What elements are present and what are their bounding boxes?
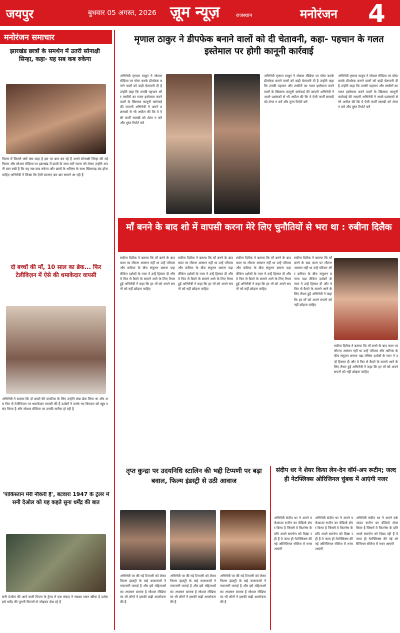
story1-headline: झारखंड छात्रों के समर्थन में उतरी सोनाक्षी सिन्हा, कहा- यह सब कब रुकेगा bbox=[10, 48, 100, 63]
story3-photo bbox=[6, 534, 106, 592]
bottom-center-body-col2: अभिनेत्री पर की गई टिप्पणी को लेकर फिल्म इंडस्ट्री के कई कलाकारों ने नाराजगी जताई है और इसे महिलाओं का अपमान बताया है सोशल मीडिया पर भी लोगों ने इसकी कड़ी आलोचना की है bbox=[170, 574, 216, 605]
feature-body-col5: रुबीना दिलैक ने बताया कि माँ बनने के बाद काम पर लौटना आसान नहीं था उन्हें परिवार और करियर के बीच संतुलन बनाना पड़ा लेकिन दर्शकों के प्यार ने उन्हें हिम्मत दी और वे फिर से कैमरे के सामने आने के लिए तैयार हुईं अभिनेत्री ने कहा कि हर माँ को अपने सपनों को नहीं छोड़ना चाहिए bbox=[334, 344, 398, 375]
story3-body: सनी देओल की आने वाली फिल्म के ट्रेलर में एक संवाद ने सबका ध्यान खींचा है दर्शक इसे धर्मेंद्र की पुरानी फिल्मों से जोड़कर देख रहे हैं bbox=[2, 595, 108, 605]
left-section-bar: मनोरंजन समाचार bbox=[0, 30, 112, 44]
main-photo-1 bbox=[166, 74, 212, 214]
bottom-center-photo-1 bbox=[120, 510, 166, 570]
feature-photo bbox=[334, 258, 398, 340]
bottom-divider bbox=[270, 466, 271, 630]
masthead-date: बुधवार 05 अगस्त, 2026 bbox=[88, 9, 157, 17]
story1-photo bbox=[6, 84, 106, 154]
bottom-right-headline: संदीप धर ने शेयर किया लेन-देन वॉर्म-अप रूटीन; जल्द ही नेटफ्लिक्स ओरिजिनल चुंबक में आएंगी नजर bbox=[275, 467, 397, 483]
feature-body-col4: रुबीना दिलैक ने बताया कि माँ बनने के बाद काम पर लौटना आसान नहीं था उन्हें परिवार और करियर के बीच संतुलन बनाना पड़ा लेकिन दर्शकों के प्यार ने उन्हें हिम्मत दी और वे फिर से कैमरे के सामने आने के लिए तैयार हुईं अभिनेत्री ने कहा कि हर माँ को अपने सपनों को नहीं छोड़ना चाहिए bbox=[294, 256, 332, 307]
bottom-center-body-col1: अभिनेत्री पर की गई टिप्पणी को लेकर फिल्म इंडस्ट्री के कई कलाकारों ने नाराजगी जताई है और इसे महिलाओं का अपमान बताया है सोशल मीडिया पर भी लोगों ने इसकी कड़ी आलोचना की है bbox=[120, 574, 166, 605]
story2-photo bbox=[6, 306, 106, 394]
newspaper-logo-subtitle: राजस्थान bbox=[236, 13, 253, 19]
section-title: मनोरंजन bbox=[300, 7, 338, 21]
masthead-city: जयपुर bbox=[6, 7, 34, 21]
bottom-right-body-col2: अभिनेत्री संदीप धर ने अपने वर्कआउट रूटीन का वीडियो शेयर किया है जिसमें वे फिटनेस के प्रति अपने समर्पण को दिखा रही हैं वे जल्द ही नेटफ्लिक्स की नई ओरिजिनल सीरीज में नजर आएंगी bbox=[315, 516, 353, 552]
bottom-right-body-col3: अभिनेत्री संदीप धर ने अपने वर्कआउट रूटीन का वीडियो शेयर किया है जिसमें वे फिटनेस के प्रति अपने समर्पण को दिखा रही हैं वे जल्द ही नेटफ्लिक्स की नई ओरिजिनल सीरीज में नजर आएंगी bbox=[356, 516, 398, 547]
main-headline: मृणाल ठाकुर ने डीपफेक बनाने वालों को दी चेतावनी, कहा- पहचान के गलत इस्तेमाल पर होगी कानूनी कार्रवाई bbox=[134, 35, 384, 57]
main-body-col1: अभिनेत्री मृणाल ठाकुर ने सोशल मीडिया पर पोस्ट करके डीपफेक बनाने वालों को कड़ी चेतावनी दी है उन्होंने कहा कि उनकी पहचान और तस्वीरों का गलत इस्तेमाल करने वालों के खिलाफ कानूनी कार्रवाई की जाएगी अभिनेत्री ने अपने प्रशंसकों से भी अपील की कि वे ऐसी फर्जी सामग्री को शेयर न करें और तुरंत रिपोर्ट करें bbox=[120, 74, 162, 125]
story2-body: अभिनेत्री ने बताया कि दो बच्चों की परवरिश के लिए उन्होंने लंबा ब्रेक लिया था और अब फिर से टेलीविज़न पर धमाकेदार वापसी की है दर्शकों ने उनके नए किरदार को खूब पसंद किया है और सोशल मीडिया पर उनकी तारीफ हो रही है bbox=[2, 397, 108, 412]
bottom-center-photo-2 bbox=[170, 510, 216, 570]
feature-headline: माँ बनने के बाद शो में वापसी करना मेरे लिए चुनौतियों से भरा था : रुबीना दिलैक bbox=[118, 218, 400, 252]
masthead bbox=[0, 0, 400, 26]
column-divider bbox=[114, 30, 115, 630]
feature-body-col1: रुबीना दिलैक ने बताया कि माँ बनने के बाद काम पर लौटना आसान नहीं था उन्हें परिवार और करियर के बीच संतुलन बनाना पड़ा लेकिन दर्शकों के प्यार ने उन्हें हिम्मत दी और वे फिर से कैमरे के सामने आने के लिए तैयार हुईं अभिनेत्री ने कहा कि हर माँ को अपने सपनों को नहीं छोड़ना चाहिए bbox=[120, 256, 175, 292]
main-body-col2: अभिनेत्री मृणाल ठाकुर ने सोशल मीडिया पर पोस्ट करके डीपफेक बनाने वालों को कड़ी चेतावनी दी है उन्होंने कहा कि उनकी पहचान और तस्वीरों का गलत इस्तेमाल करने वालों के खिलाफ कानूनी कार्रवाई की जाएगी अभिनेत्री ने अपने प्रशंसकों से भी अपील की कि वे ऐसी फर्जी सामग्री को शेयर न करें और तुरंत रिपोर्ट करें bbox=[264, 74, 334, 105]
newspaper-logo: ज़ूम न्यूज़ bbox=[170, 3, 220, 21]
page-number: 4 bbox=[368, 0, 386, 28]
main-photo-2 bbox=[214, 74, 260, 214]
bottom-right-body-col1: अभिनेत्री संदीप धर ने अपने वर्कआउट रूटीन का वीडियो शेयर किया है जिसमें वे फिटनेस के प्रति अपने समर्पण को दिखा रही हैं वे जल्द ही नेटफ्लिक्स की नई ओरिजिनल सीरीज में नजर आएंगी bbox=[274, 516, 312, 552]
feature-body-col3: रुबीना दिलैक ने बताया कि माँ बनने के बाद काम पर लौटना आसान नहीं था उन्हें परिवार और करियर के बीच संतुलन बनाना पड़ा लेकिन दर्शकों के प्यार ने उन्हें हिम्मत दी और वे फिर से कैमरे के सामने आने के लिए तैयार हुईं अभिनेत्री ने कहा कि हर माँ को अपने सपनों को नहीं छोड़ना चाहिए bbox=[236, 256, 291, 292]
story2-headline: दो बच्चों की माँ, 10 साल का ब्रेक... फिर टेलीविज़न में ऐसे की धमाकेदार वापसी bbox=[10, 265, 102, 279]
bottom-center-headline: तृप्त कुन्द्रा पर उदयनिधि स्टालिन की भद्दी टिप्पणी पर बढ़ा बवाल, फिल्म इंडस्ट्री से उठी आवाज bbox=[126, 467, 262, 485]
feature-body-col2: रुबीना दिलैक ने बताया कि माँ बनने के बाद काम पर लौटना आसान नहीं था उन्हें परिवार और करियर के बीच संतुलन बनाना पड़ा लेकिन दर्शकों के प्यार ने उन्हें हिम्मत दी और वे फिर से कैमरे के सामने आने के लिए तैयार हुईं अभिनेत्री ने कहा कि हर माँ को अपने सपनों को नहीं छोड़ना चाहिए bbox=[178, 256, 233, 292]
story1-body: फिल्म में किसने क्यों क्या कहा है इस पर बात कर रहे हैं अपने सोनाक्षी सिन्हा की नई फिल्म और सोशल मीडिया पर झारखंड में छात्रों के साथ घटी घटना को लेकर उन्होंने अपनी बात रखी है कि यह सब कब रुकेगा और छात्रों के भविष्य के साथ खिलवाड़ बंद होना चाहिए अभिनेत्री ने लिखा कि ऐसी घटनाएं बार बार सामने आ रही हैं bbox=[2, 157, 108, 177]
bottom-center-body-col3: अभिनेत्री पर की गई टिप्पणी को लेकर फिल्म इंडस्ट्री के कई कलाकारों ने नाराजगी जताई है और इसे महिलाओं का अपमान बताया है सोशल मीडिया पर भी लोगों ने इसकी कड़ी आलोचना की है bbox=[220, 574, 266, 605]
bottom-center-photo-3 bbox=[220, 510, 266, 570]
main-body-col3: अभिनेत्री मृणाल ठाकुर ने सोशल मीडिया पर पोस्ट करके डीपफेक बनाने वालों को कड़ी चेतावनी दी है उन्होंने कहा कि उनकी पहचान और तस्वीरों का गलत इस्तेमाल करने वालों के खिलाफ कानूनी कार्रवाई की जाएगी अभिनेत्री ने अपने प्रशंसकों से भी अपील की कि वे ऐसी फर्जी सामग्री को शेयर न करें और तुरंत रिपोर्ट करें bbox=[338, 74, 398, 110]
story3-headline: 'पाकिस्तान मेरी नौकरी है', बटवारा 1947 के ट्रेलर में सनी देओल को यह कहते सुना धर्मेंद्र की बात bbox=[2, 492, 110, 506]
